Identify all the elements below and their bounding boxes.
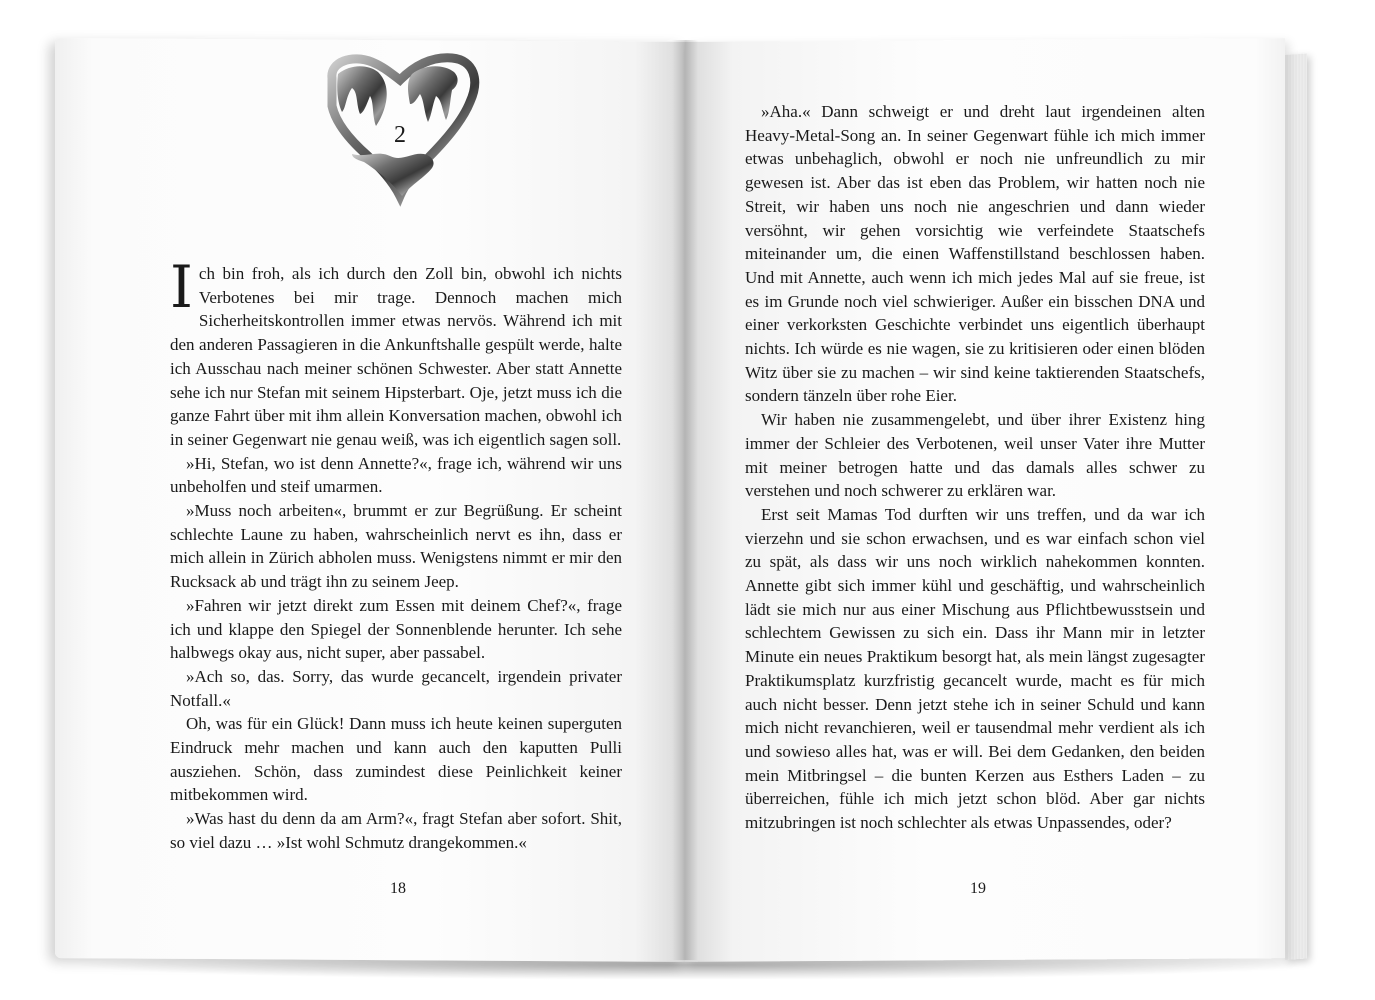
page-edges [1285, 53, 1307, 960]
paragraph: Oh, was für ein Glück! Dann muss ich heute keinen superguten Eindruck mehr machen und kann auch den kaputten Pulli ausziehen. Schön, dass zumindest diese Peinlichkeit keiner mitbekommen wird. [170, 714, 622, 805]
paragraph: »Hi, Stefan, wo ist denn Annette?«, frage ich, während wir uns unbeholfen und steif umarmen. [170, 453, 622, 497]
page-number-left: 18 [390, 880, 406, 897]
dropcap: I [170, 253, 193, 321]
paragraph: »Muss noch arbeiten«, brummt er zur Begrüßung. Er scheint schlechte Laune zu haben, wahrscheinlich nervt es ihn, dass er mich allein in Zürich abholen muss. Wenigstens nimmt er mir den Rucksack ab und trägt ihn zu seinem Jeep. [170, 501, 622, 592]
paragraph: Wir haben nie zusammengelebt, und über ihrer Existenz hing immer der Schleier des Verbotenen, weil unser Vater ihre Mutter mit meiner betrogen hatte und das damals alles schwer zu verstehen und noch schwerer zu erklären war. [745, 410, 1205, 501]
page-number-right: 19 [970, 880, 986, 897]
right-page-text [745, 100, 1205, 835]
paragraph: »Fahren wir jetzt direkt zum Essen mit deinem Chef?«, frage ich und klappe den Spiegel der Sonnenblende herunter. Ich sehe halbwegs okay aus, nicht super, aber passabel. [170, 595, 622, 663]
paragraph: »Ach so, das. Sorry, das wurde gecancelt, irgendein privater Notfall.« [170, 666, 622, 710]
paragraph: »Was hast du denn da am Arm?«, fragt Stefan aber sofort. Shit, so viel dazu … »Ist wohl Schmutz drangekommen.« [170, 809, 622, 852]
paragraph-text: ch bin froh, als ich durch den Zoll bin, obwohl ich nichts Verbotenes bei mir trage. Dennoch machen mich Sicherheitskontrollen immer etwas nervös. Während ich mit den anderen Passagieren in die Ankunftshalle gespült werde, halte ich Ausschau nach meiner schönen Schwester. Aber statt Annette sehe ich nur Stefan mit seinem Hipsterbart. Oje, jetzt muss ich die ganze Fahrt über mit ihm allein Konversation machen, obwohl ich in seiner Gegenwart nie genau weiß, was ich eigentlich sagen soll. [170, 264, 622, 449]
left-page-text [170, 253, 622, 855]
paragraph: Erst seit Mamas Tod durften wir uns treffen, und da war ich vierzehn und sie schon erwachsen, und es war einfach schon viel zu spät, als dass wir uns noch wirklich nahekommen konnten. Annette gibt sich immer kühl und geschäftig, und wahrscheinlich lädt sie mich nur aus einer Mischung aus Pflichtbewusstsein und schlechtem Gewissen zu sich ein. Dass ihr Mann mir in letzter Minute ein neues Praktikum besorgt hat, als mein längst zugesagter Praktikumsplatz kurzfristig gecancelt wurde, macht es für mich auch nicht besser. Denn jetzt stehe ich in seiner Schuld und kann mich nicht revanchieren, weil er tausendmal mehr verdient als ich und sowieso alles hat, was er will. Bei dem Gedanken, den beiden mein Mitbringsel – die bunten Kerzen aus Esthers Laden – zu überreichen, fühle ich mich jetzt schon blöd. Aber gar nichts mitzubringen ist noch schlechter als etwas Unpassendes, oder? [745, 504, 1205, 833]
paragraph [170, 253, 622, 452]
melting-heart-chapter-icon [320, 50, 480, 210]
chapter-number: 2 [394, 122, 406, 148]
paragraph: »Aha.« Dann schweigt er und dreht laut irgendeinen alten Heavy-Metal-Song an. In seiner Gegenwart fühle ich mich immer etwas unbehaglich, obwohl er noch nie unfreundlich zu mir gewesen ist. Aber das ist eben das Problem, wir hatten noch nie Streit, wir haben uns noch nie angeschrien und dann wieder versöhnt, wir gehen vorsichtig wie verfeindete Staatschefs miteinander um, die einen Waffenstillstand beschlossen haben. Und mit Annette, auch wenn ich mich jedes Mal auf sie freue, ist es im Grunde noch viel schwieriger. Außer ein bisschen DNA und einer verkorksten Geschichte verbindet uns eigentlich überhaupt nichts. Ich würde es nie wagen, sie zu kritisieren oder einen blöden Witz über sie zu machen – wir sind keine taktierenden Staatschefs, sondern tänzeln über rohe Eier. [745, 102, 1205, 406]
book-gutter [672, 40, 698, 960]
